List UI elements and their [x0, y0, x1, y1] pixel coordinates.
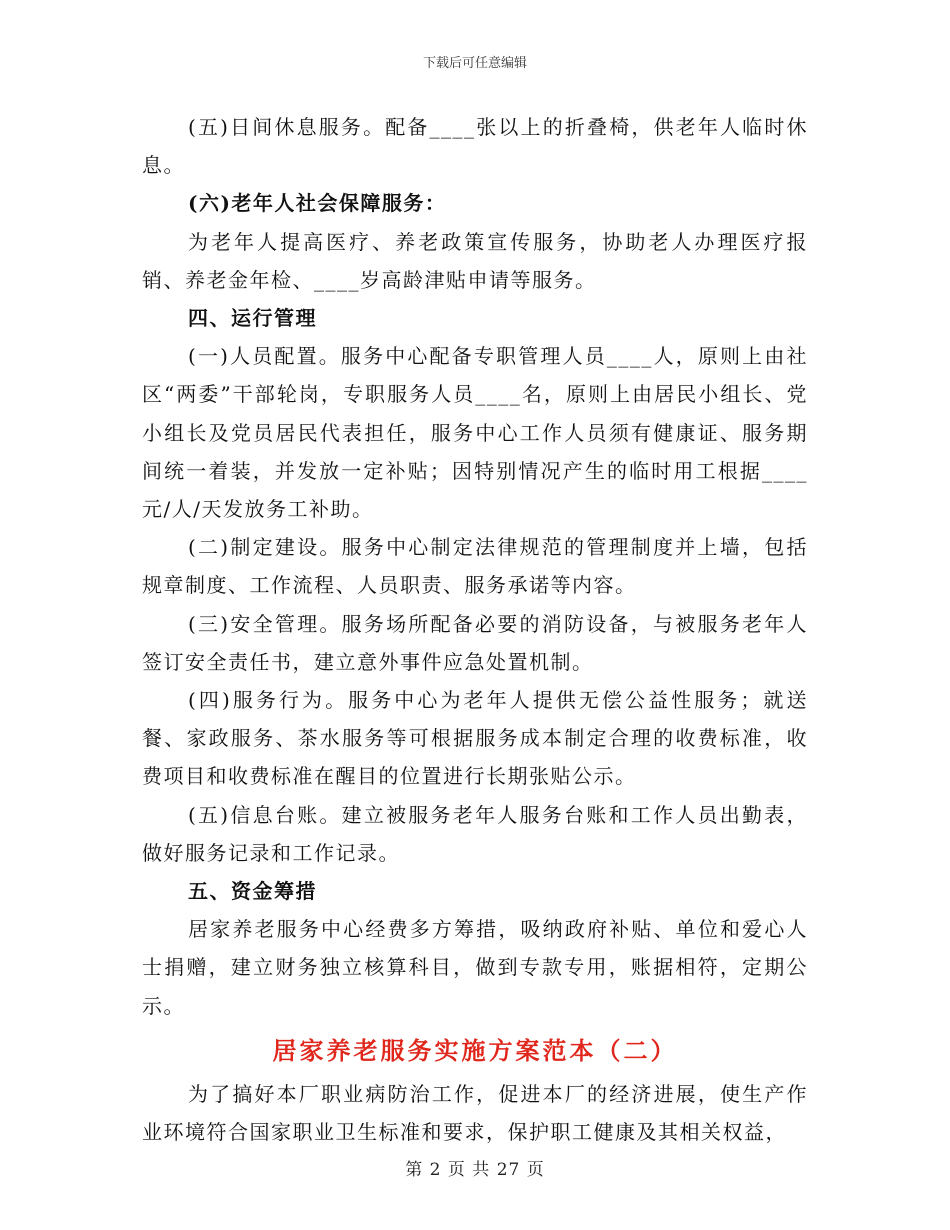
page-number: 第 2 页 共 27 页: [405, 1160, 545, 1180]
paragraph-service-conduct: (四)服务行为。服务中心为老年人提供无偿公益性服务；就送餐、家政服务、茶水服务等可根据服务成本制定合理的收费标准，收费项目和收费标准在醒目的位置进行长期张贴公示。: [142, 688, 808, 789]
heading-operation-management: 四、运行管理: [188, 306, 317, 331]
paragraph-staffing: (一)人员配置。服务中心配备专职管理人员____人，原则上由社区“两委”干部轮岗，专职服务人员____名，原则上由居民小组长、党小组长及党员居民代表担任，服务中心工作人员须有健康证、服务期间统一着装，并发放一定补贴；因特别情况产生的临时用工根据____元/人/天发放务工补助。: [142, 344, 808, 522]
paragraph-social-security: 为老年人提高医疗、养老政策宣传服务，协助老人办理医疗报销、养老金年检、____岁高龄津贴申请等服务。: [142, 229, 808, 292]
paragraph-safety-management: (三)安全管理。服务场所配备必要的消防设备，与被服务老年人签订安全责任书，建立意外事件应急处置机制。: [142, 611, 808, 674]
section-title: 居家养老服务实施方案范本（二）: [272, 1035, 678, 1065]
paragraph-fund-raising: 居家养老服务中心经费多方筹措，吸纳政府补贴、单位和爱心人士捐赠，建立财务独立核算科目，做到专款专用，账据相符，定期公示。: [142, 917, 808, 1018]
heading-social-security: (六)老年人社会保障服务：: [188, 191, 447, 216]
paragraph-information-ledger: (五)信息台账。建立被服务老年人服务台账和工作人员出勤表，做好服务记录和工作记录。: [142, 802, 808, 865]
paragraph-day-rest: (五)日间休息服务。配备____张以上的折叠椅，供老年人临时休息。: [142, 115, 808, 178]
document-body: [142, 108, 808, 1151]
paragraph-system-building: (二)制定建设。服务中心制定法律规范的管理制度并上墙，包括规章制度、工作流程、人员职责、服务承诺等内容。: [142, 535, 808, 598]
page-header: 下载后可任意编辑: [422, 56, 527, 71]
paragraph-occupational-health: 为了搞好本厂职业病防治工作，促进本厂的经济进展，使生产作业环境符合国家职业卫生标准和要求，保护职工健康及其相关权益，: [142, 1081, 808, 1145]
heading-fund-raising: 五、资金筹措: [188, 879, 317, 904]
